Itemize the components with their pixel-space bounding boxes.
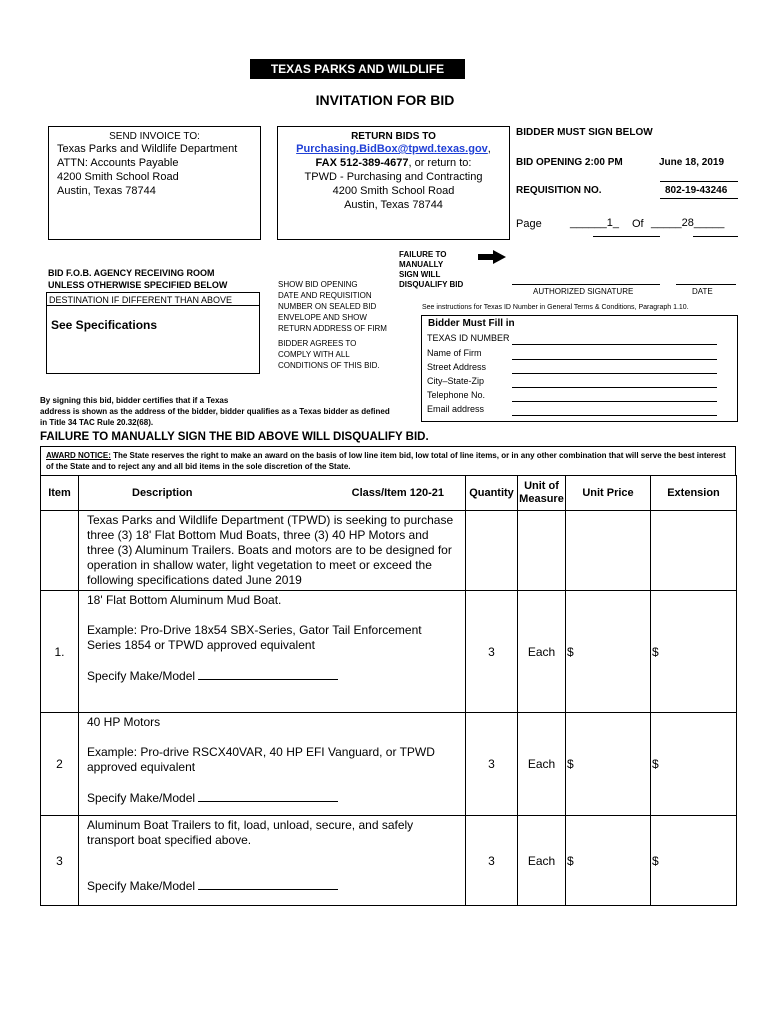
- return-heading: RETURN BIDS TO: [351, 131, 436, 142]
- page-underline: [593, 236, 660, 237]
- agree-line: BIDDER AGREES TO: [278, 339, 357, 348]
- bid-items-table: [40, 475, 737, 906]
- item-unit: Each: [518, 713, 566, 816]
- texas-id-input[interactable]: [512, 344, 717, 345]
- return-line: 4200 Smith School Road: [332, 185, 455, 197]
- of-label: Of: [632, 218, 644, 230]
- item-quantity: 3: [466, 713, 518, 816]
- destination-box[interactable]: [46, 292, 260, 374]
- table-row: [41, 591, 737, 713]
- certification-note: [40, 395, 390, 428]
- unit-header-line: Measure: [519, 493, 564, 505]
- award-notice-label: AWARD NOTICE:: [46, 451, 111, 460]
- opening-date-underline: [660, 181, 738, 182]
- extension-currency: $: [652, 757, 659, 771]
- email-input[interactable]: [512, 415, 717, 416]
- specify-label: Specify Make/Model: [87, 791, 196, 805]
- certification-line: address is shown as the address of the bidder, bidder qualifies as a Texas bidder as defined: [40, 407, 390, 416]
- show-note-line: ENVELOPE AND SHOW: [278, 313, 367, 322]
- fob-line-2: UNLESS OTHERWISE SPECIFIED BELOW: [48, 280, 228, 290]
- telephone-input[interactable]: [512, 401, 717, 402]
- city-state-zip-input[interactable]: [512, 387, 717, 388]
- class-item-header: Class/Item 120-21: [351, 487, 444, 499]
- return-line: Austin, Texas 78744: [344, 199, 443, 211]
- extension-header: Extension: [651, 476, 737, 511]
- item-title: 40 HP Motors: [87, 715, 161, 729]
- certification-line: in Title 34 TAC Rule 20.32(68).: [40, 418, 154, 427]
- unit-price-cell[interactable]: [566, 713, 651, 816]
- agency-banner: TEXAS PARKS AND WILDLIFE: [250, 59, 465, 79]
- email-label: Email address: [427, 404, 485, 414]
- extension-currency: $: [652, 853, 659, 868]
- show-note-line: RETURN ADDRESS OF FIRM: [278, 324, 387, 333]
- return-line: TPWD - Purchasing and Contracting: [304, 171, 483, 183]
- item-number: 2: [41, 713, 79, 816]
- table-row: [41, 511, 737, 591]
- texas-id-label: TEXAS ID NUMBER: [427, 333, 510, 343]
- description-header-label: Description: [132, 487, 193, 499]
- date-line[interactable]: [676, 284, 736, 285]
- firm-name-label: Name of Firm: [427, 348, 482, 358]
- table-row: [41, 816, 737, 906]
- requisition-underline: [660, 198, 738, 199]
- bidbox-email-link[interactable]: Purchasing.BidBox@tpwd.texas.gov: [296, 143, 488, 155]
- intro-description: Texas Parks and Wildlife Department (TPWD) is seeking to purchase three (3) 18' Flat Bottom Mud Boats, three (3) 40 HP Motors and three (3) Aluminum Trailers. Boats and motors are to be designed for operation in shallow water, light vegetation to meet or exceed the following specifications dated June 2019: [79, 511, 466, 591]
- failure-note-line: MANUALLY: [399, 260, 444, 269]
- destination-label: DESTINATION IF DIFFERENT THAN ABOVE: [47, 295, 259, 306]
- email-suffix: ,: [487, 143, 491, 155]
- item-unit: Each: [518, 816, 566, 906]
- unit-header-line: Unit of: [524, 480, 559, 492]
- show-note-line: NUMBER ON SEALED BID: [278, 302, 377, 311]
- fob-line-1: BID F.O.B. AGENCY RECEIVING ROOM: [48, 268, 215, 278]
- failure-note-line: FAILURE TO: [399, 250, 447, 259]
- street-address-input[interactable]: [512, 373, 717, 374]
- unit-header: [518, 476, 566, 511]
- failure-note-line: SIGN WILL: [399, 270, 441, 279]
- page-number: ______1_: [570, 217, 619, 229]
- item-example: Example: Pro-drive RSCX40VAR, 40 HP EFI Vanguard, or TPWD approved equivalent: [87, 745, 435, 774]
- unit-price-currency: $: [567, 644, 574, 659]
- extension-cell[interactable]: [651, 816, 737, 906]
- item-quantity: 3: [466, 816, 518, 906]
- item-number: 1.: [41, 591, 79, 713]
- invoice-line: ATTN: Accounts Payable: [57, 157, 179, 169]
- invoice-line: Texas Parks and Wildlife Department: [57, 143, 238, 155]
- extension-cell[interactable]: [651, 591, 737, 713]
- page-total: _____28_____: [651, 217, 725, 229]
- show-note-line: SHOW BID OPENING: [278, 280, 358, 289]
- item-header: Item: [41, 476, 79, 511]
- authorized-signature-label: AUTHORIZED SIGNATURE: [533, 287, 634, 296]
- item-title: 18' Flat Bottom Aluminum Mud Boat.: [87, 593, 282, 607]
- extension-cell[interactable]: [651, 713, 737, 816]
- table-row: [41, 713, 737, 816]
- disqualify-warning: FAILURE TO MANUALLY SIGN THE BID ABOVE WILL DISQUALIFY BID.: [40, 431, 429, 443]
- firm-name-input[interactable]: [512, 359, 717, 360]
- table-header-row: [41, 476, 737, 511]
- certification-line: By signing this bid, bidder certifies that if a Texas: [40, 396, 229, 405]
- unit-price-currency: $: [567, 757, 574, 771]
- item-unit: Each: [518, 591, 566, 713]
- specify-label: Specify Make/Model: [87, 879, 196, 893]
- invoice-line: 4200 Smith School Road: [57, 171, 179, 183]
- item-description: [79, 591, 466, 713]
- requisition-number: 802-19-43246: [665, 185, 728, 196]
- telephone-label: Telephone No.: [427, 390, 486, 400]
- page-title: INVITATION FOR BID: [315, 92, 455, 108]
- invoice-heading: SEND INVOICE TO:: [109, 131, 200, 142]
- item-description: [79, 713, 466, 816]
- extension-currency: $: [652, 644, 659, 659]
- fax-suffix: , or return to:: [408, 157, 472, 169]
- see-specifications: See Specifications: [51, 318, 158, 332]
- unit-price-currency: $: [567, 853, 574, 868]
- sign-heading: BIDDER MUST SIGN BELOW: [516, 127, 653, 138]
- agree-line: CONDITIONS OF THIS BID.: [278, 361, 380, 370]
- failure-note-line: DISQUALIFY BID: [399, 280, 464, 289]
- unit-price-cell[interactable]: [566, 591, 651, 713]
- bid-opening-date: June 18, 2019: [659, 157, 725, 168]
- total-underline: [693, 236, 738, 237]
- show-bid-opening-note: [278, 279, 387, 334]
- texas-id-instructions: See instructions for Texas ID Number in General Terms & Conditions, Paragraph 1.10.: [422, 304, 689, 311]
- item-number: 3: [41, 816, 79, 906]
- item-description: [79, 816, 466, 906]
- bid-opening-label: BID OPENING 2:00 PM: [516, 157, 623, 168]
- street-address-label: Street Address: [427, 362, 487, 372]
- description-header: [79, 476, 466, 511]
- signature-line[interactable]: [512, 284, 660, 285]
- award-notice-text: The State reserves the right to make an award on the basis of low line item bid, low total of line items, or in any other combination that will serve the best interest of the State and to reject any and all bid items in the sole discretion of the State.: [46, 451, 726, 471]
- fax-number: FAX 512-389-4677: [315, 157, 409, 169]
- requisition-label: REQUISITION NO.: [516, 185, 602, 196]
- make-model-input[interactable]: [198, 878, 338, 890]
- invoice-line: Austin, Texas 78744: [57, 185, 156, 197]
- arrow-right-icon: [478, 250, 506, 264]
- specify-label: Specify Make/Model: [87, 669, 196, 683]
- quantity-header: Quantity: [466, 476, 518, 511]
- show-note-line: DATE AND REQUISITION: [278, 291, 372, 300]
- bidder-agrees-note: [278, 338, 380, 371]
- failure-note: [399, 250, 463, 290]
- make-model-input[interactable]: [198, 790, 338, 802]
- page-label: Page: [516, 218, 542, 230]
- fill-in-heading: Bidder Must Fill in: [428, 318, 515, 329]
- make-model-input[interactable]: [198, 668, 338, 680]
- city-state-zip-label: City–State-Zip: [427, 376, 485, 386]
- date-label: DATE: [692, 287, 713, 296]
- invoice-box: [48, 126, 261, 240]
- item-example: Example: Pro-Drive 18x54 SBX-Series, Gator Tail Enforcement Series 1854 or TPWD approved equivalent: [87, 623, 422, 652]
- award-notice: [40, 446, 736, 476]
- item-title: Aluminum Boat Trailers to fit, load, unload, secure, and safely transport boat specified above.: [87, 818, 414, 847]
- agree-line: COMPLY WITH ALL: [278, 350, 350, 359]
- return-bids-box: [277, 126, 510, 240]
- unit-price-header: Unit Price: [566, 476, 651, 511]
- item-quantity: 3: [466, 591, 518, 713]
- unit-price-cell[interactable]: [566, 816, 651, 906]
